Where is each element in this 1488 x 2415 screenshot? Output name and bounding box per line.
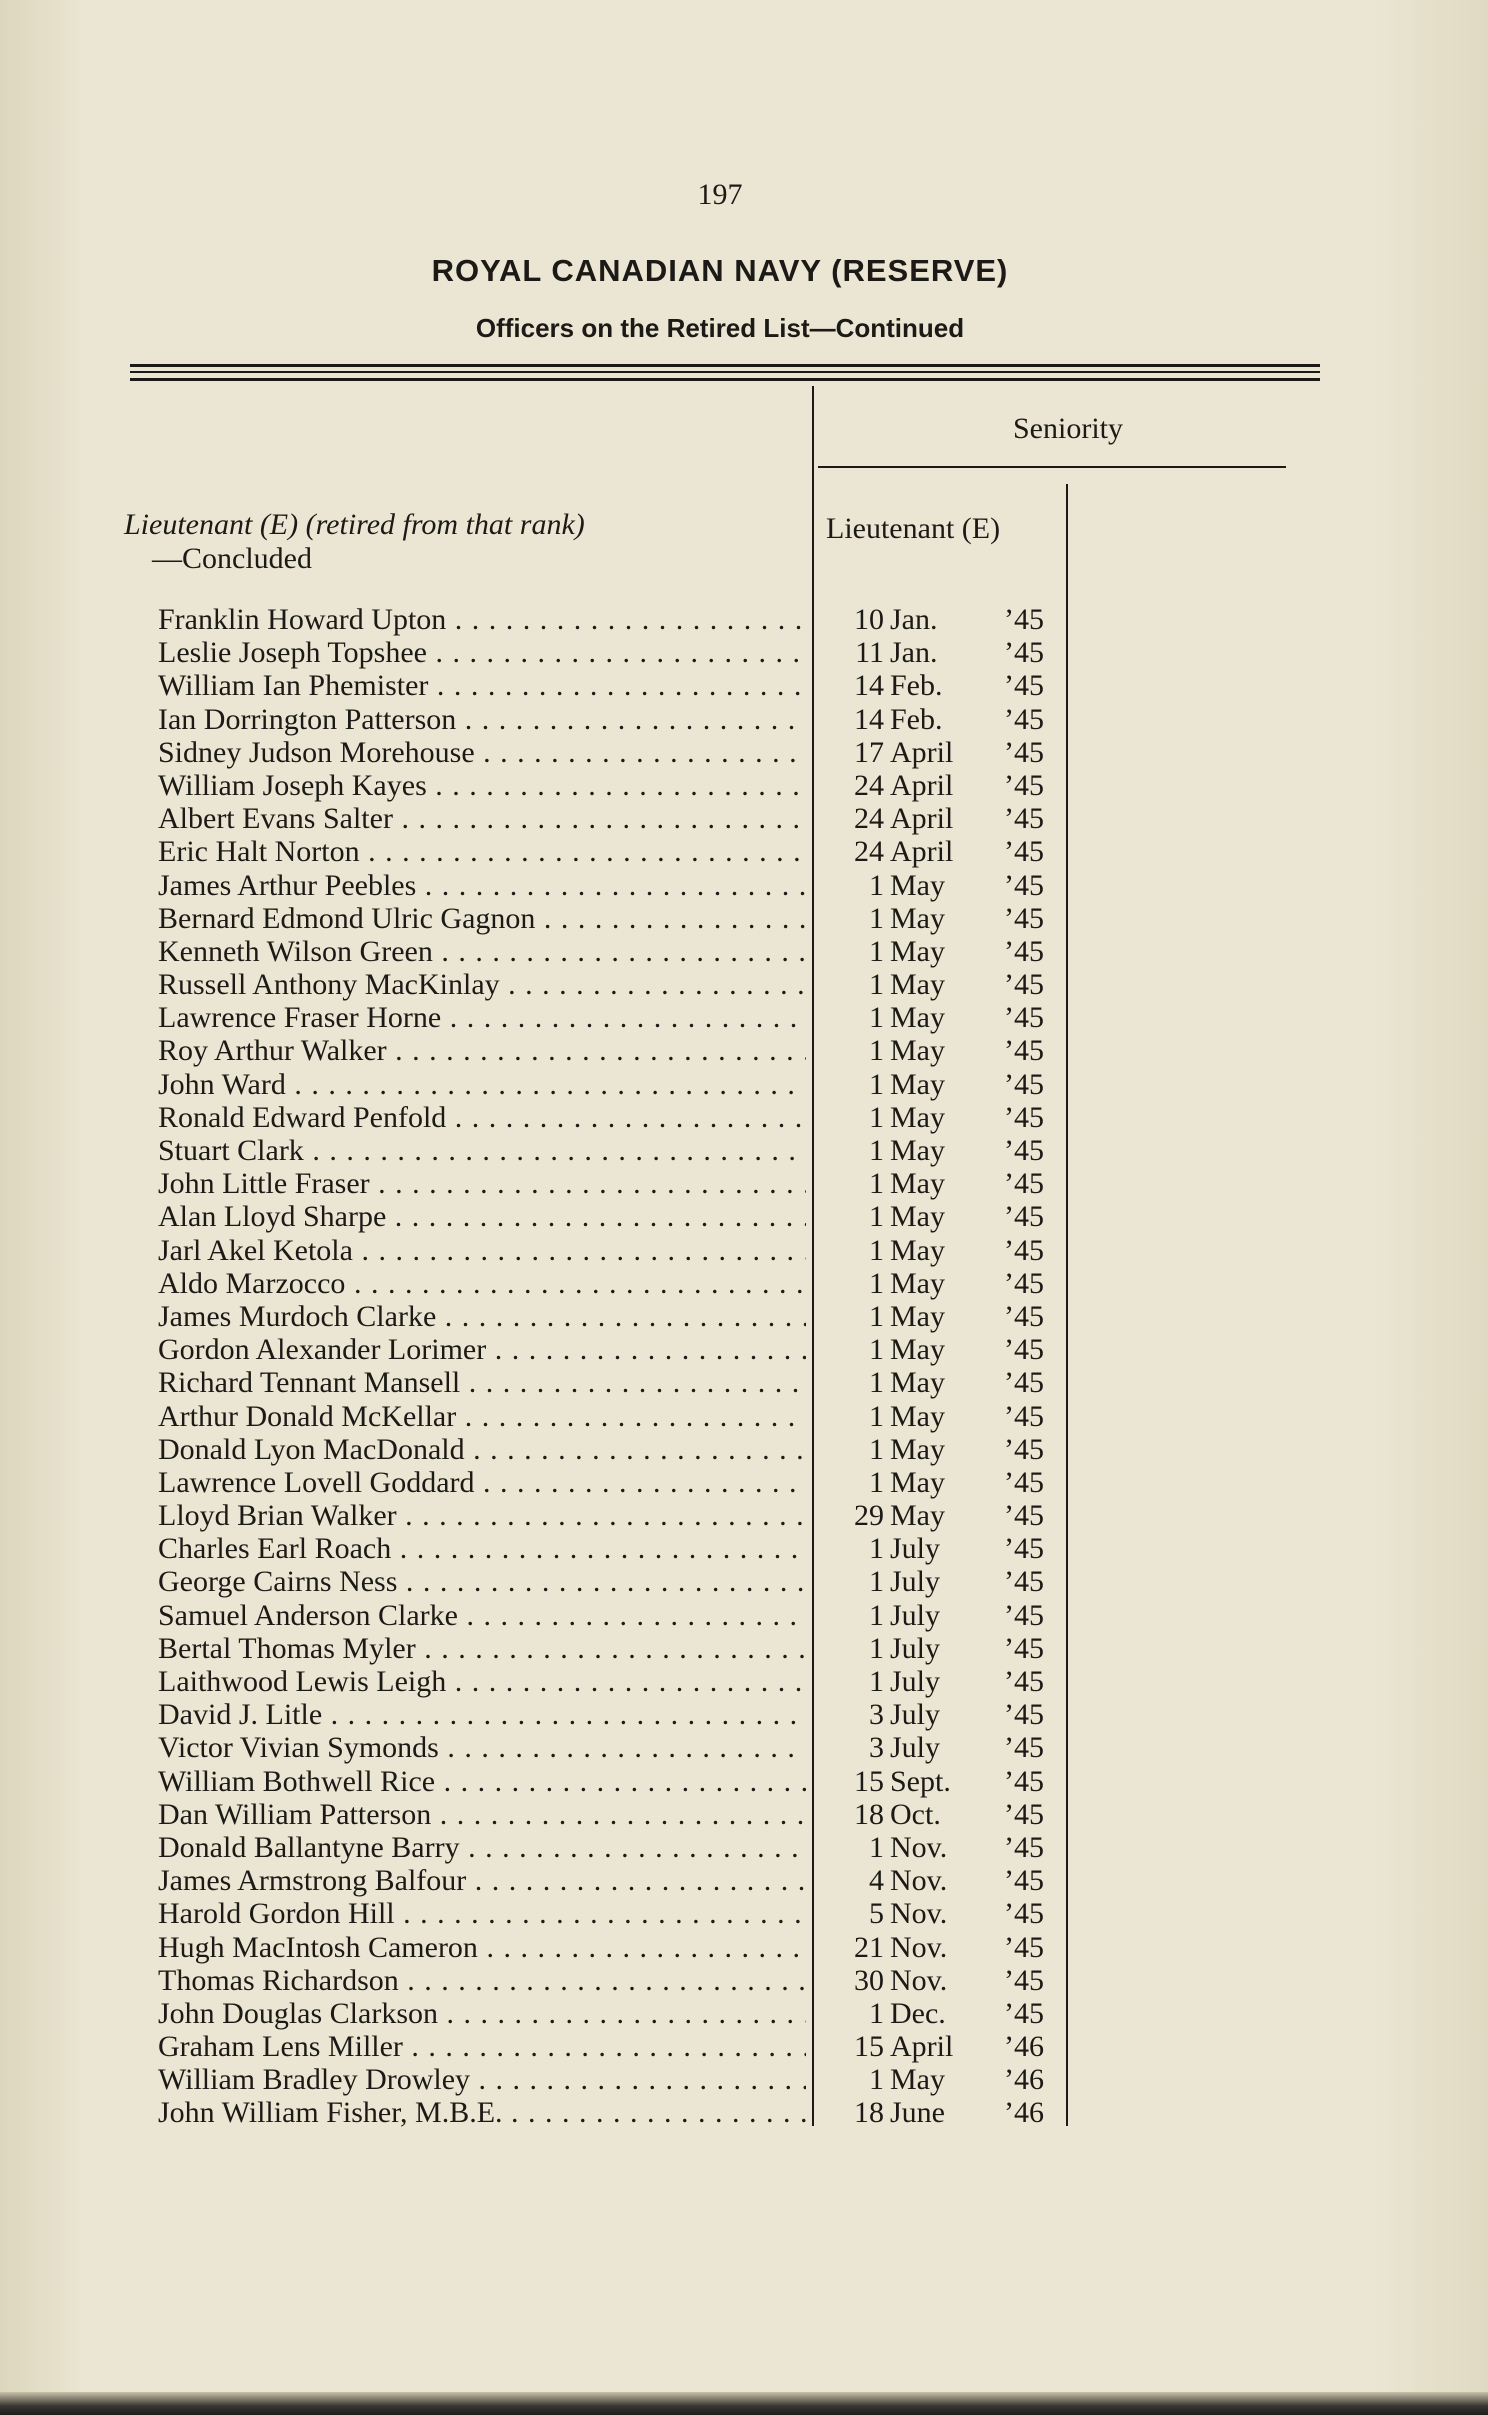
seniority-day: 1 <box>869 1565 884 1599</box>
seniority-year: ’45 <box>1004 901 1044 935</box>
seniority-year: ’45 <box>1004 835 1044 869</box>
seniority-year: ’45 <box>1004 603 1044 636</box>
seniority-rule <box>818 466 1286 468</box>
top-rule <box>130 371 1320 373</box>
officer-name: William Bothwell Rice . . . <box>158 1765 806 1798</box>
seniority-year: ’46 <box>1004 2063 1044 2097</box>
seniority-date <box>842 1466 972 1499</box>
officer-name: Bernard Edmond Ulric Gagnon . . . <box>158 902 806 935</box>
officer-name: Leslie Joseph Topshee . . . <box>158 636 806 669</box>
seniority-month: Jan. <box>890 603 938 636</box>
seniority-year: ’45 <box>1004 1665 1044 1698</box>
table-row <box>0 802 1488 835</box>
officer-name: Russell Anthony MacKinlay . . . <box>158 968 806 1001</box>
seniority-day: 18 <box>854 2096 884 2130</box>
seniority-date <box>842 1167 972 1200</box>
seniority-year: ’45 <box>1004 1100 1044 1134</box>
officer-name: Richard Tennant Mansell . . . <box>158 1366 806 1399</box>
seniority-date <box>842 1964 972 1997</box>
seniority-date <box>842 603 972 636</box>
officer-name: Hugh MacIntosh Cameron . . . <box>158 1931 806 1964</box>
seniority-day: 18 <box>854 1797 884 1831</box>
officer-name: Bertal Thomas Myler . . . <box>158 1632 806 1665</box>
seniority-date <box>842 1632 972 1665</box>
officer-name: Ronald Edward Penfold . . . <box>158 1101 806 1134</box>
table-row <box>0 1599 1488 1632</box>
table-row <box>0 1931 1488 1964</box>
seniority-month: April <box>890 2030 954 2064</box>
officer-name: Laithwood Lewis Leigh . . . <box>158 1665 806 1698</box>
seniority-day: 1 <box>869 1333 884 1367</box>
seniority-month: Oct. <box>890 1797 941 1831</box>
officer-name: Aldo Marzocco . . . <box>158 1267 806 1300</box>
seniority-day: 1 <box>869 968 884 1002</box>
seniority-day: 24 <box>854 835 884 869</box>
table-row <box>0 1765 1488 1798</box>
table-row <box>0 1034 1488 1067</box>
page-bottom-edge <box>0 2392 1488 2415</box>
seniority-month: Feb. <box>890 702 943 736</box>
officer-name: Harold Gordon Hill . . . <box>158 1897 806 1930</box>
table-row <box>0 1101 1488 1134</box>
seniority-day: 1 <box>869 1830 884 1864</box>
seniority-year: ’45 <box>1004 1764 1044 1798</box>
seniority-date <box>842 1300 972 1333</box>
seniority-month: May <box>890 1432 945 1466</box>
officer-name: Lawrence Fraser Horne . . . <box>158 1001 806 1034</box>
seniority-month: Nov. <box>890 1830 948 1864</box>
seniority-year: ’45 <box>1004 1499 1044 1533</box>
seniority-year: ’45 <box>1004 735 1044 769</box>
seniority-year: ’45 <box>1004 1266 1044 1300</box>
seniority-day: 1 <box>869 1631 884 1665</box>
table-row <box>0 1731 1488 1764</box>
officer-name: Charles Earl Roach . . . <box>158 1532 806 1565</box>
officer-name: Samuel Anderson Clarke . . . <box>158 1599 806 1632</box>
seniority-day: 3 <box>869 1698 884 1732</box>
seniority-date <box>842 2063 972 2096</box>
seniority-month: May <box>890 934 945 968</box>
officer-name: Gordon Alexander Lorimer . . . <box>158 1333 806 1366</box>
table-row <box>0 835 1488 868</box>
table-row <box>0 1300 1488 1333</box>
seniority-month: May <box>890 1266 945 1300</box>
seniority-date <box>842 835 972 868</box>
seniority-day: 1 <box>869 1598 884 1632</box>
table-row <box>0 1366 1488 1399</box>
officer-name: John Ward . . . <box>158 1068 806 1101</box>
seniority-month: May <box>890 1299 945 1333</box>
seniority-day: 1 <box>869 1299 884 1333</box>
seniority-month: May <box>890 1465 945 1499</box>
table-row <box>0 1200 1488 1233</box>
table-row <box>0 935 1488 968</box>
seniority-day: 4 <box>869 1864 884 1898</box>
table-row <box>0 1565 1488 1598</box>
seniority-day: 3 <box>869 1731 884 1765</box>
seniority-date <box>842 1200 972 1233</box>
seniority-year: ’45 <box>1004 702 1044 736</box>
seniority-day: 21 <box>854 1930 884 1964</box>
seniority-month: May <box>890 1399 945 1433</box>
seniority-year: ’45 <box>1004 1698 1044 1732</box>
seniority-day: 5 <box>869 1897 884 1931</box>
officer-name: John William Fisher, M.B.E. . . . <box>158 2096 806 2129</box>
officer-name: Dan William Patterson . . . <box>158 1798 806 1831</box>
officer-list <box>0 603 1488 2130</box>
seniority-year: ’45 <box>1004 1996 1044 2030</box>
seniority-year: ’45 <box>1004 1830 1044 1864</box>
officer-name: Ian Dorrington Patterson . . . <box>158 703 806 736</box>
seniority-date <box>842 1731 972 1764</box>
seniority-date <box>842 1400 972 1433</box>
seniority-date <box>842 1001 972 1034</box>
seniority-day: 10 <box>854 603 884 636</box>
table-row <box>0 2096 1488 2129</box>
table-row <box>0 1997 1488 2030</box>
seniority-month: May <box>890 1134 945 1167</box>
seniority-day: 1 <box>869 1001 884 1035</box>
seniority-year: ’45 <box>1004 669 1044 703</box>
seniority-month: Nov. <box>890 1930 948 1964</box>
seniority-year: ’45 <box>1004 1299 1044 1333</box>
seniority-month: May <box>890 1499 945 1533</box>
table-row <box>0 1864 1488 1897</box>
officer-name: Roy Arthur Walker . . . <box>158 1034 806 1067</box>
seniority-year: ’45 <box>1004 1333 1044 1367</box>
table-row <box>0 669 1488 702</box>
officer-name: Donald Lyon MacDonald . . . <box>158 1433 806 1466</box>
seniority-date <box>842 968 972 1001</box>
seniority-year: ’45 <box>1004 1001 1044 1035</box>
seniority-year: ’45 <box>1004 1532 1044 1566</box>
seniority-month: May <box>890 868 945 902</box>
officer-name: Kenneth Wilson Green . . . <box>158 935 806 968</box>
seniority-date <box>842 1897 972 1930</box>
seniority-day: 1 <box>869 1532 884 1566</box>
seniority-date <box>842 1931 972 1964</box>
officer-name: Lawrence Lovell Goddard . . . <box>158 1466 806 1499</box>
seniority-date <box>842 1698 972 1731</box>
seniority-year: ’45 <box>1004 802 1044 836</box>
seniority-day: 30 <box>854 1963 884 1997</box>
seniority-month: May <box>890 968 945 1002</box>
table-row <box>0 902 1488 935</box>
seniority-year: ’45 <box>1004 768 1044 802</box>
seniority-month: May <box>890 1366 945 1400</box>
seniority-month: June <box>890 2096 945 2130</box>
section-heading-continued: —Concluded <box>152 542 312 575</box>
officer-name: William Ian Phemister . . . <box>158 669 806 702</box>
seniority-month: April <box>890 768 954 802</box>
seniority-day: 1 <box>869 1996 884 2030</box>
officer-name: James Murdoch Clarke . . . <box>158 1300 806 1333</box>
table-row <box>0 603 1488 636</box>
seniority-month: July <box>890 1665 941 1698</box>
officer-name: George Cairns Ness . . . <box>158 1565 806 1598</box>
seniority-day: 15 <box>854 2030 884 2064</box>
seniority-date <box>842 902 972 935</box>
seniority-date <box>842 1068 972 1101</box>
seniority-date <box>842 769 972 802</box>
table-row <box>0 1632 1488 1665</box>
top-rule <box>130 364 1320 367</box>
seniority-date <box>842 736 972 769</box>
seniority-month: Dec. <box>890 1996 946 2030</box>
table-row <box>0 1167 1488 1200</box>
table-row <box>0 1134 1488 1167</box>
officer-name: John Douglas Clarkson . . . <box>158 1997 806 2030</box>
table-row <box>0 1068 1488 1101</box>
seniority-month: May <box>890 1167 945 1201</box>
seniority-day: 29 <box>854 1499 884 1533</box>
seniority-month: April <box>890 735 954 769</box>
officer-name: Donald Ballantyne Barry . . . <box>158 1831 806 1864</box>
seniority-date <box>842 1765 972 1798</box>
seniority-month: Nov. <box>890 1963 948 1997</box>
seniority-month: May <box>890 1333 945 1367</box>
table-row <box>0 1798 1488 1831</box>
officer-name: Jarl Akel Ketola . . . <box>158 1234 806 1267</box>
seniority-month: July <box>890 1565 941 1599</box>
officer-name: Arthur Donald McKellar . . . <box>158 1400 806 1433</box>
seniority-day: 24 <box>854 802 884 836</box>
seniority-year: ’45 <box>1004 1797 1044 1831</box>
seniority-day: 17 <box>854 735 884 769</box>
seniority-year: ’45 <box>1004 1963 1044 1997</box>
seniority-year: ’45 <box>1004 1034 1044 1068</box>
table-row <box>0 2063 1488 2096</box>
table-row <box>0 1665 1488 1698</box>
officer-name: Eric Halt Norton . . . <box>158 835 806 868</box>
table-row <box>0 1267 1488 1300</box>
seniority-year: ’46 <box>1004 2096 1044 2130</box>
seniority-day: 1 <box>869 1233 884 1267</box>
seniority-month: Nov. <box>890 1897 948 1931</box>
seniority-month: May <box>890 1001 945 1035</box>
seniority-day: 1 <box>869 2063 884 2097</box>
seniority-date <box>842 1565 972 1598</box>
officer-name: Victor Vivian Symonds . . . <box>158 1731 806 1764</box>
seniority-year: ’45 <box>1004 1731 1044 1765</box>
seniority-day: 1 <box>869 1465 884 1499</box>
officer-name: James Armstrong Balfour . . . <box>158 1864 806 1897</box>
seniority-year: ’45 <box>1004 1067 1044 1101</box>
seniority-date <box>842 1798 972 1831</box>
seniority-month: May <box>890 1200 945 1234</box>
seniority-day: 1 <box>869 1665 884 1698</box>
page-subtitle: Officers on the Retired List—Continued <box>475 313 965 343</box>
seniority-day: 24 <box>854 768 884 802</box>
table-row <box>0 769 1488 802</box>
table-row <box>0 1532 1488 1565</box>
seniority-year: ’45 <box>1004 1598 1044 1632</box>
seniority-month: Sept. <box>890 1764 951 1798</box>
seniority-day: 1 <box>869 1399 884 1433</box>
seniority-day: 1 <box>869 1100 884 1134</box>
officer-name: Lloyd Brian Walker . . . <box>158 1499 806 1532</box>
seniority-date <box>842 869 972 902</box>
seniority-date <box>842 2030 972 2063</box>
seniority-date <box>842 1864 972 1897</box>
seniority-date <box>842 1997 972 2030</box>
seniority-date <box>842 636 972 669</box>
seniority-year: ’45 <box>1004 1366 1044 1400</box>
seniority-year: ’46 <box>1004 2030 1044 2064</box>
table-row <box>0 1831 1488 1864</box>
seniority-date <box>842 1267 972 1300</box>
officer-name: James Arthur Peebles . . . <box>158 869 806 902</box>
seniority-year: ’45 <box>1004 1897 1044 1931</box>
seniority-date <box>842 1234 972 1267</box>
seniority-day: 1 <box>869 1366 884 1400</box>
seniority-year: ’45 <box>1004 934 1044 968</box>
table-row <box>0 703 1488 736</box>
table-row <box>0 869 1488 902</box>
seniority-year: ’45 <box>1004 636 1044 670</box>
table-row <box>0 1400 1488 1433</box>
seniority-year: ’45 <box>1004 1200 1044 1234</box>
seniority-date <box>842 935 972 968</box>
seniority-month: May <box>890 1034 945 1068</box>
table-row <box>0 736 1488 769</box>
seniority-date <box>842 2096 972 2129</box>
seniority-year: ’45 <box>1004 1399 1044 1433</box>
officer-name: John Little Fraser . . . <box>158 1167 806 1200</box>
seniority-month: April <box>890 835 954 869</box>
seniority-date <box>842 1599 972 1632</box>
seniority-date <box>842 1831 972 1864</box>
table-row <box>0 1698 1488 1731</box>
seniority-month: May <box>890 2063 945 2097</box>
seniority-year: ’45 <box>1004 1233 1044 1267</box>
seniority-year: ’45 <box>1004 1167 1044 1201</box>
officer-name: David J. Litle . . . <box>158 1698 806 1731</box>
seniority-day: 11 <box>855 636 884 670</box>
table-row <box>0 1466 1488 1499</box>
seniority-year: ’45 <box>1004 1631 1044 1665</box>
seniority-day: 1 <box>869 1134 884 1167</box>
seniority-date <box>842 669 972 702</box>
seniority-date <box>842 703 972 736</box>
seniority-date <box>842 1034 972 1067</box>
seniority-month: April <box>890 802 954 836</box>
officer-name: Franklin Howard Upton . . . <box>158 603 806 636</box>
seniority-month: Jan. <box>890 636 938 670</box>
seniority-year: ’45 <box>1004 968 1044 1002</box>
seniority-month: July <box>890 1532 941 1566</box>
officer-name: William Bradley Drowley . . . <box>158 2063 806 2096</box>
seniority-date <box>842 1665 972 1698</box>
page-title: ROYAL CANADIAN NAVY (RESERVE) <box>431 253 1009 288</box>
table-row <box>0 1433 1488 1466</box>
seniority-year: ’45 <box>1004 1930 1044 1964</box>
seniority-month: July <box>890 1731 941 1765</box>
seniority-day: 1 <box>869 934 884 968</box>
seniority-month: July <box>890 1698 941 1732</box>
officer-name: Albert Evans Salter . . . <box>158 802 806 835</box>
seniority-month: July <box>890 1598 941 1632</box>
seniority-month: May <box>890 1067 945 1101</box>
officer-name: Thomas Richardson . . . <box>158 1964 806 1997</box>
table-row <box>0 1499 1488 1532</box>
seniority-day: 14 <box>854 669 884 703</box>
page-number: 197 <box>697 178 743 211</box>
rank-column-header: Lieutenant (E) <box>826 512 1001 545</box>
seniority-year: ’45 <box>1004 1565 1044 1599</box>
seniority-day: 1 <box>869 1034 884 1068</box>
seniority-day: 1 <box>869 1200 884 1234</box>
seniority-month: May <box>890 1100 945 1134</box>
seniority-month: May <box>890 901 945 935</box>
table-row <box>0 2030 1488 2063</box>
seniority-day: 1 <box>869 1167 884 1201</box>
seniority-day: 15 <box>854 1764 884 1798</box>
top-rule <box>130 378 1320 381</box>
seniority-year: ’45 <box>1004 1465 1044 1499</box>
section-heading: Lieutenant (E) (retired from that rank) <box>124 508 585 541</box>
seniority-date <box>842 1333 972 1366</box>
officer-name: Stuart Clark . . . <box>158 1134 806 1167</box>
seniority-header: Seniority <box>1013 412 1123 445</box>
table-row <box>0 1234 1488 1267</box>
seniority-date <box>842 1532 972 1565</box>
seniority-day: 1 <box>869 1067 884 1101</box>
table-row <box>0 1001 1488 1034</box>
seniority-date <box>842 802 972 835</box>
seniority-date <box>842 1366 972 1399</box>
table-row <box>0 968 1488 1001</box>
seniority-year: ’45 <box>1004 868 1044 902</box>
seniority-day: 1 <box>869 1432 884 1466</box>
officer-name: Graham Lens Miller . . . <box>158 2030 806 2063</box>
officer-name: Sidney Judson Morehouse . . . <box>158 736 806 769</box>
seniority-date <box>842 1433 972 1466</box>
officer-name: Alan Lloyd Sharpe . . . <box>158 1200 806 1233</box>
seniority-day: 1 <box>869 901 884 935</box>
seniority-date <box>842 1499 972 1532</box>
seniority-date <box>842 1134 972 1167</box>
table-row <box>0 636 1488 669</box>
seniority-year: ’45 <box>1004 1432 1044 1466</box>
seniority-day: 1 <box>869 1266 884 1300</box>
seniority-date <box>842 1101 972 1134</box>
seniority-month: Feb. <box>890 669 943 703</box>
seniority-month: July <box>890 1631 941 1665</box>
seniority-day: 14 <box>854 702 884 736</box>
seniority-year: ’45 <box>1004 1864 1044 1898</box>
seniority-year: ’45 <box>1004 1134 1044 1167</box>
table-row <box>0 1897 1488 1930</box>
seniority-month: Nov. <box>890 1864 948 1898</box>
officer-name: William Joseph Kayes . . . <box>158 769 806 802</box>
table-row <box>0 1964 1488 1997</box>
table-row <box>0 1333 1488 1366</box>
seniority-month: May <box>890 1233 945 1267</box>
seniority-day: 1 <box>869 868 884 902</box>
